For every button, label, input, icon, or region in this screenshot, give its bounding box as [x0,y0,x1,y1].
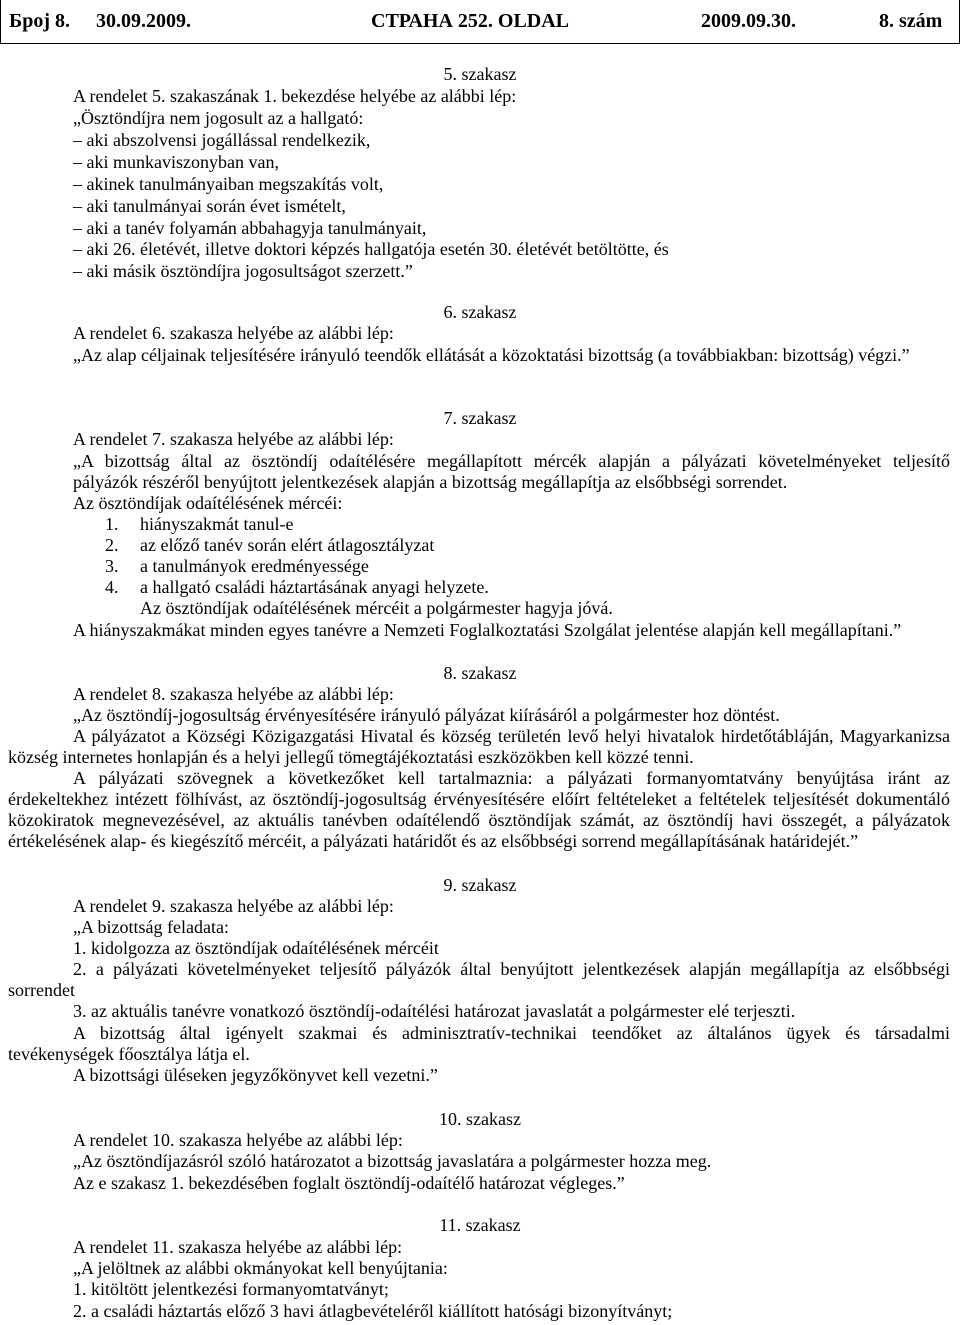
list-item: – aki tanulmányai során évet ismételt, [73,196,346,216]
amendment-intro: A rendelet 8. szakasza helyébe az alábbi lép: [73,684,394,704]
issue-number-hu: 8. szám [879,10,943,32]
criteria-item [105,535,434,556]
section-heading: 11. szakasz [439,1215,521,1235]
criteria-number: 2. [105,535,119,555]
criteria-item [105,577,489,598]
section-heading: 7. szakasz [443,408,517,428]
amendment-intro: A rendelet 7. szakasza helyébe az alábbi lép: [73,429,394,449]
criteria-number: 4. [105,577,119,597]
paragraph-line: közokiratok megnevezésével, az aktuális tanévben odaítélendő ösztöndíjak számát, az ösztöndíj havi összegét, a pályázatok [8,810,950,830]
list-item: – aki abszolvensi jogállással rendelkezik, [73,130,371,150]
paragraph-line: „A jelöltnek az alábbi okmányokat kell benyújtania: [73,1258,448,1278]
criteria-item [105,556,369,577]
issue-number-sr: Број 8. [9,10,71,32]
amendment-intro: A rendelet 9. szakasza helyébe az alábbi lép: [73,896,394,916]
list-item: – akinek tanulmányaiban megszakítás volt, [73,174,384,194]
list-item: 2. a családi háztartás előző 3 havi átlagbevételéről kiállított hatósági bizonyítványt; [73,1301,673,1321]
paragraph-line: „A bizottság által az ösztöndíj odaítélésére megállapított mércék alapján a pályázati követelményeket teljesítő [73,451,950,471]
list-item: 1. kidolgozza az ösztöndíjak odaítélésének mércéit [73,938,439,958]
criteria-text: hiányszakmát tanul-e [140,514,294,534]
paragraph-line: érdekeltekhez intézett fölhívást, az ösztöndíj-jogosultság érvényesítésére előírt feltételeket a feltételek teljesítését dokumentáló [8,789,950,809]
date-sr: 30.09.2009. [96,10,191,32]
paragraph-line: Az ösztöndíjak odaítélésének mércéi: [73,493,343,513]
paragraph-line: A hiányszakmákat minden egyes tanévre a Nemzeti Foglalkoztatási Szolgálat jelentése alapján kell megállapítani.” [73,620,902,640]
page-number: СТРАНА 252. OLDAL [371,10,570,32]
criteria-number: 3. [105,556,119,576]
criteria-text: a tanulmányok eredményessége [140,556,369,576]
section-heading: 10. szakasz [439,1109,521,1129]
paragraph-line: A bizottsági üléseken jegyzőkönyvet kell vezetni.” [73,1065,438,1085]
list-item: 3. az aktuális tanévre vonatkozó ösztöndíj-odaítélési határozat javaslatát a polgármester elé terjeszti. [73,1001,796,1021]
paragraph-line: község internetes honlapján és a helyi jellegű tömegtájékoztatási eszközökben kell közzé tenni. [8,747,694,767]
paragraph-line: A pályázati szövegnek a következőket kell tartalmaznia: a pályázati formanyomtatvány benyújtása iránt az [73,768,950,788]
list-item-continuation: sorrendet [8,980,75,1000]
paragraph-line: Az ösztöndíjak odaítélésének mércéit a polgármester hagyja jóvá. [140,598,613,618]
list-item: 2. a pályázati követelményeket teljesítő pályázók által benyújtott jelentkezések alapján megállapítja az elsőbbségi [73,959,950,979]
list-item: – aki másik ösztöndíjra jogosultságot szerzett.” [73,261,413,281]
paragraph-line: értékelésének alap- és kiegészítő mércéit, a pályázati határidőt és az elsőbbségi sorrend megállapításának határidejét.” [8,831,859,851]
amendment-intro: A rendelet 5. szakaszának 1. bekezdése helyébe az alábbi lép: [73,86,517,106]
list-item: 1. kitöltött jelentkezési formanyomtatványt; [73,1279,389,1299]
paragraph-line: „Az ösztöndíjazásról szóló határozatot a bizottság javaslatára a polgármester hozza meg. [73,1151,712,1171]
paragraph-line: A pályázatot a Községi Közigazgatási Hivatal és község területén levő helyi hivatalok hirdetőtábláján, Magyarkanizsa [73,726,950,746]
list-item: – aki 26. életévét, illetve doktori képzés hallgatója esetén 30. életévét betöltötte, és [73,239,669,259]
page-header [0,0,960,44]
paragraph-line: pályázók részéről benyújtott jelentkezések alapján a bizottság megállapítja az elsőbbségi sorrendet. [73,472,788,492]
criteria-number: 1. [105,514,119,534]
paragraph-line: „Az ösztöndíj-jogosultság érvényesítésére irányuló pályázat kiírásáról a polgármester hoz döntést. [73,705,780,725]
section-heading: 8. szakasz [443,663,517,683]
amendment-intro: A rendelet 11. szakasza helyébe az alábbi lép: [73,1237,403,1257]
criteria-text: a hallgató családi háztartásának anyagi helyzete. [140,577,489,597]
list-item: – aki munkaviszonyban van, [73,152,279,172]
list-item: – aki a tanév folyamán abbahagyja tanulmányait, [73,218,427,238]
paragraph-line: tevékenységek főosztálya látja el. [8,1044,250,1064]
paragraph-line: „Ösztöndíjra nem jogosult az a hallgató: [73,108,364,128]
paragraph-line: Az e szakasz 1. bekezdésében foglalt ösztöndíj-odaítélő határozat végleges.” [73,1173,625,1193]
date-hu: 2009.09.30. [701,10,796,32]
section-heading: 5. szakasz [443,64,517,84]
paragraph-line: „Az alap céljainak teljesítésére irányuló teendők ellátását a közoktatási bizottság (a továbbiakban: bizottság) végzi.” [73,345,910,365]
criteria-item [105,514,293,535]
section-heading: 6. szakasz [443,302,517,322]
amendment-intro: A rendelet 6. szakasza helyébe az alábbi lép: [73,323,394,343]
amendment-intro: A rendelet 10. szakasza helyébe az alábbi lép: [73,1130,403,1150]
criteria-text: az előző tanév során elért átlagosztályzat [140,535,435,555]
paragraph-line: „A bizottság feladata: [73,917,229,937]
paragraph-line: A bizottság által igényelt szakmai és adminisztratív-technikai teendőket az általános ügyek és társadalmi [73,1023,950,1043]
section-heading: 9. szakasz [443,875,517,895]
